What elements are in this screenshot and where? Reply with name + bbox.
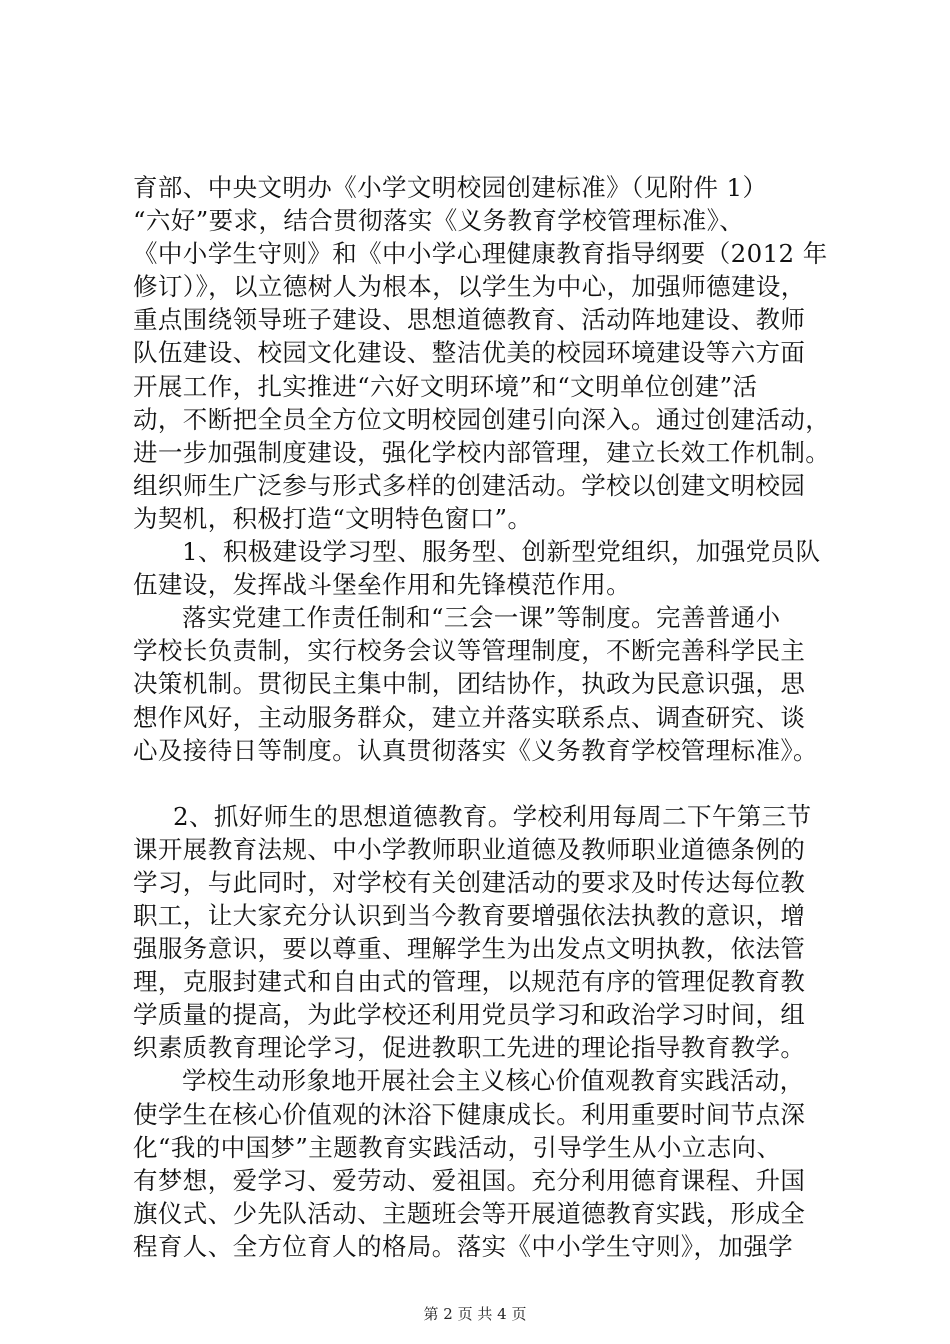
text-line: 组织师生广泛参与形式多样的创建活动。学校以创建文明校园 bbox=[133, 470, 806, 500]
text-line: 化“我的中国梦”主题教育实践活动，引导学生从小立志向、 bbox=[133, 1132, 782, 1162]
text-line: 程育人、全方位育人的格局。落实《中小学生守则》，加强学 bbox=[133, 1231, 794, 1261]
text-line: 2、抓好师生的思想道德教育。学校利用每周二下午第三节 bbox=[173, 801, 812, 831]
text-line: 为契机，积极打造“文明特色窗口”。 bbox=[133, 503, 533, 533]
text-line: 1、积极建设学习型、服务型、创新型党组织，加强党员队 bbox=[182, 537, 821, 567]
page-number-label: 第 2 页 共 4 页 bbox=[423, 1305, 527, 1323]
text-line: 课开展教育法规、中小学教师职业道德及教师职业道德条例的 bbox=[133, 834, 806, 864]
text-line: 育部、中央文明办《小学文明校园创建标准》（见附件 1） bbox=[133, 173, 768, 202]
text-line: 学校长负责制，实行校务会议等管理制度，不断完善科学民主 bbox=[133, 636, 806, 666]
text-line: 队伍建设、校园文化建设、整洁优美的校园环境建设等六方面 bbox=[133, 338, 806, 368]
text-line: 落实党建工作责任制和“三会一课”等制度。完善普通小 bbox=[182, 603, 781, 633]
document-body bbox=[133, 171, 833, 1263]
paragraph-party-building bbox=[133, 601, 833, 766]
text-line: 有梦想，爱学习、爱劳动、爱祖国。充分利用德育课程、升国 bbox=[133, 1165, 806, 1195]
text-line: “六好”要求，结合贯彻落实《义务教育学校管理标准》、 bbox=[133, 206, 745, 236]
paragraph-section-1-heading bbox=[133, 535, 833, 601]
text-line: 进一步加强制度建设，强化学校内部管理，建立长效工作机制。 bbox=[133, 437, 831, 467]
text-line: 动，不断把全员全方位文明校园创建引向深入。通过创建活动， bbox=[133, 404, 831, 434]
text-line: 使学生在核心价值观的沐浴下健康成长。利用重要时间节点深 bbox=[133, 1099, 806, 1129]
page-footer bbox=[0, 1304, 950, 1324]
text-line: 修订）》，以立德树人为根本，以学生为中心，加强师德建设， bbox=[133, 272, 806, 302]
text-line: 伍建设，发挥战斗堡垒作用和先锋模范作用。 bbox=[133, 570, 631, 600]
text-line: 旗仪式、少先队活动、主题班会等开展道德教育实践，形成全 bbox=[133, 1198, 806, 1228]
text-line: 决策机制。贯彻民主集中制，团结协作，执政为民意识强，思 bbox=[133, 669, 806, 699]
text-line: 《中小学生守则》和《中小学心理健康教育指导纲要（2012 年 bbox=[133, 239, 828, 269]
paragraph-intro bbox=[133, 171, 833, 535]
paragraph-section-2 bbox=[133, 800, 833, 1065]
text-line: 学校生动形象地开展社会主义核心价值观教育实践活动， bbox=[182, 1066, 805, 1096]
text-line: 重点围绕领导班子建设、思想道德教育、活动阵地建设、教师 bbox=[133, 305, 806, 335]
text-line: 强服务意识，要以尊重、理解学生为出发点文明执教，依法管 bbox=[133, 934, 806, 964]
text-line: 学习，与此同时，对学校有关创建活动的要求及时传达每位教 bbox=[133, 867, 806, 897]
text-line: 想作风好，主动服务群众，建立并落实联系点、调查研究、谈 bbox=[133, 702, 806, 732]
text-line: 开展工作，扎实推进“六好文明环境”和“文明单位创建”活 bbox=[133, 371, 758, 401]
paragraph-core-values bbox=[133, 1064, 833, 1263]
text-line: 理，克服封建式和自由式的管理，以规范有序的管理促教育教 bbox=[133, 967, 806, 997]
text-line: 织素质教育理论学习，促进教职工先进的理论指导教育教学。 bbox=[133, 1033, 806, 1063]
text-line: 心及接待日等制度。认真贯彻落实《义务教育学校管理标准》。 bbox=[133, 735, 818, 765]
text-line: 职工，让大家充分认识到当今教育要增强依法执教的意识，增 bbox=[133, 900, 806, 930]
text-line: 学质量的提高，为此学校还利用党员学习和政治学习时间，组 bbox=[133, 1000, 806, 1030]
